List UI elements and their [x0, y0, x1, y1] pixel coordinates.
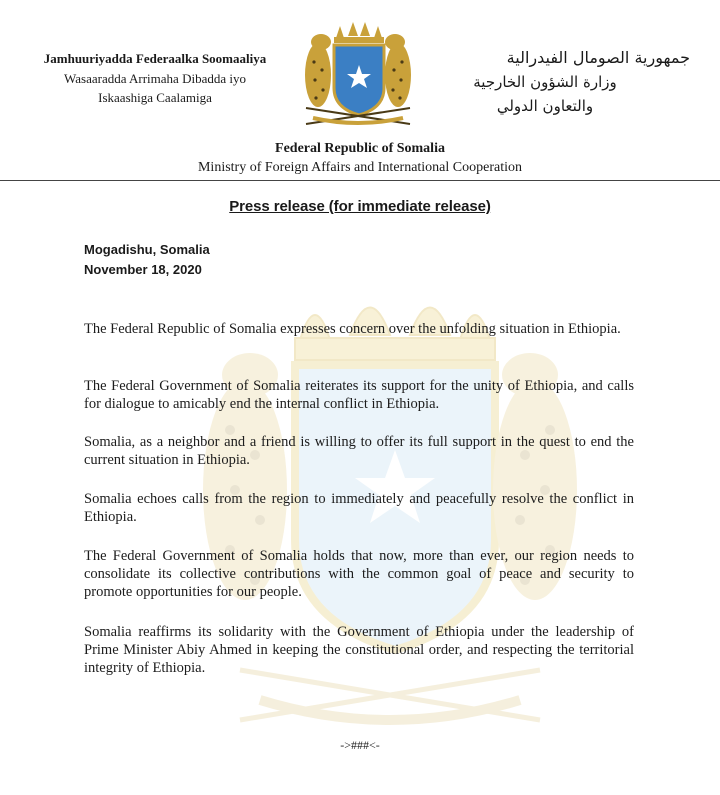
letterhead-english-title: Federal Republic of Somalia — [275, 141, 445, 156]
coat-of-arms-emblem — [298, 20, 418, 128]
letterhead-somali-line-2: Wasaaradda Arrimaha Dibadda iyo — [64, 71, 246, 86]
letterhead-somali-line-1: Jamhuuriyadda Federaalka Soomaaliya — [43, 51, 267, 66]
header-divider — [0, 180, 720, 181]
body-paragraph-2: The Federal Government of Somalia reiterates its support for the unity of Ethiopia, and calls for dialogue to amicably end the internal conflict in Ethiopia. — [84, 378, 634, 412]
dateline-location: Mogadishu, Somalia — [84, 242, 210, 257]
letterhead-english-ministry: Ministry of Foreign Affairs and International Cooperation — [197, 160, 522, 175]
body-paragraph-5: The Federal Government of Somalia holds that now, more than ever, our region needs to consolidate its collective contributions with the common goal of peace and security to promote opportunities for our people. — [84, 548, 634, 600]
letterhead-somali-line-3: Iskaashiga Caalamiga — [98, 90, 212, 105]
press-release-title: Press release (for immediate release) — [229, 198, 491, 215]
body-paragraph-6: Somalia reaffirms its solidarity with the Government of Ethiopia under the leadership of Prime Minister Abiy Ahmed in keeping the constitutional order, and respecting the territorial integrity of Ethiopia. — [84, 624, 634, 676]
dateline-date: November 18, 2020 — [84, 262, 202, 277]
body-paragraph-4: Somalia echoes calls from the region to immediately and peacefully resolve the conflict in Ethiopia. — [84, 491, 634, 525]
letterhead-arabic-line-2: وزارة الشؤون الخارجية — [473, 73, 617, 91]
letterhead-arabic-line-1: جمهورية الصومال الفيدرالية — [506, 48, 690, 67]
end-of-release-mark: ->###<- — [340, 738, 380, 752]
letterhead-arabic-line-3: والتعاون الدولي — [496, 97, 594, 115]
body-paragraph-3: Somalia, as a neighbor and a friend is willing to offer its full support in the quest to end the current situation in Ethiopia. — [84, 434, 634, 468]
body-paragraph-1: The Federal Republic of Somalia expresses concern over the unfolding situation in Ethiopia. — [84, 321, 621, 337]
